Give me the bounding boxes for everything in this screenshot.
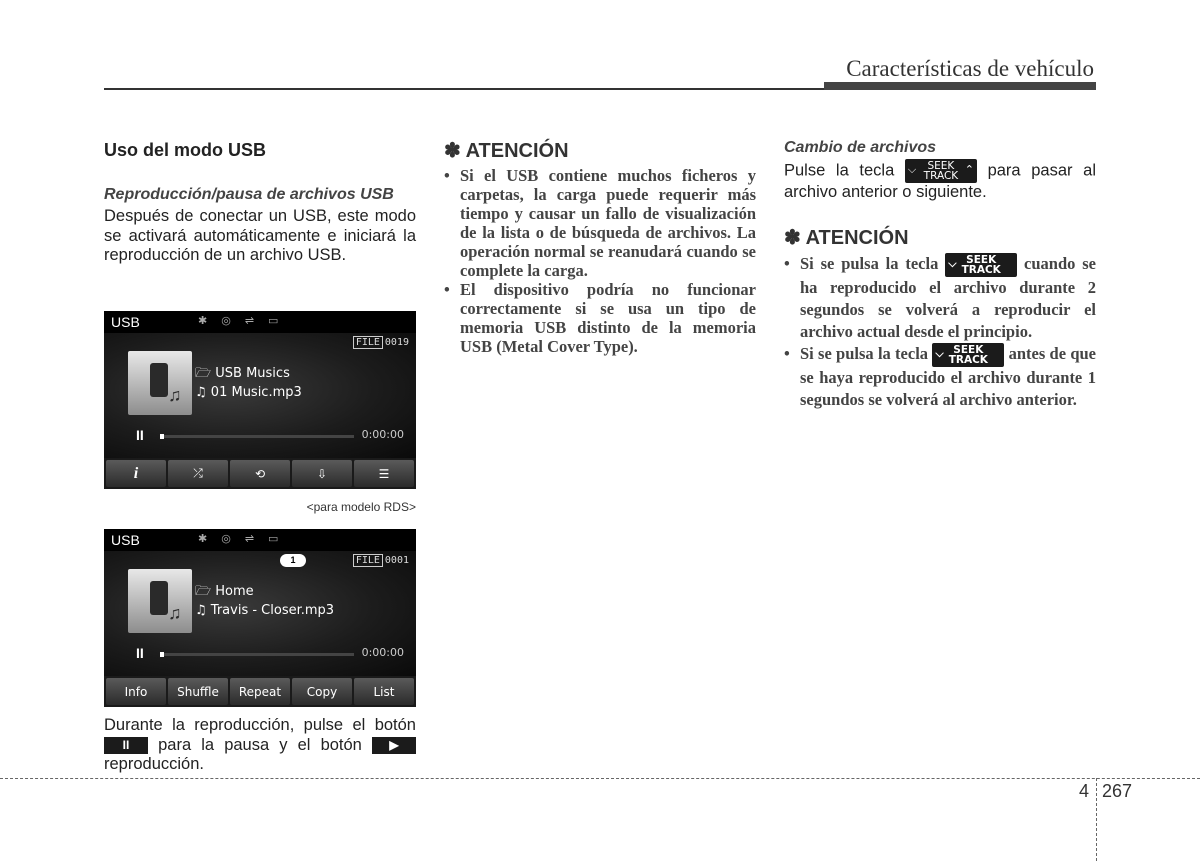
usb-screen-standard (104, 529, 416, 707)
pause-icon[interactable]: II (136, 427, 144, 443)
attention-list (784, 253, 1096, 411)
attention-item: • Si el USB contiene muchos ficheros y carpetas, la carga puede requerir más tiempo y causar un fallo de visualización de la lista o de búsqueda de archivos. La operación normal se reanudará cuando se complete la carga. (444, 166, 756, 280)
chapter-number: 4 (1079, 781, 1090, 801)
folder-icon: 🗁 (195, 584, 212, 599)
seek-track-icon: ⌵ SEEK TRACK ⌃ (905, 159, 977, 183)
footer-divider (0, 778, 1200, 779)
usb-icon: ⇌ (244, 533, 255, 545)
bluetooth-icon: ✱ (198, 533, 208, 545)
usb-screen-rds (104, 311, 416, 489)
pause-icon[interactable]: II (136, 645, 144, 661)
info-button[interactable]: Info (106, 678, 166, 705)
file-counter: FILE 0019 (353, 337, 409, 348)
mode-label: USB (111, 314, 140, 330)
shuffle-button[interactable]: ⤮ (168, 460, 228, 487)
disc-icon: ◎ (221, 533, 231, 545)
play-button-icon: ▶ (372, 737, 416, 754)
disc-icon: ◎ (221, 315, 231, 327)
folder-name: 🗁 USB Musics (195, 366, 290, 381)
info-button[interactable]: i (106, 460, 166, 487)
music-note-icon: ♫ (195, 385, 207, 400)
mode-label: USB (111, 532, 140, 548)
attention-title: ✽ ATENCIÓN (444, 140, 569, 162)
progress-bar[interactable] (160, 435, 354, 438)
file-change-paragraph: Pulse la tecla ⌵ SEEK TRACK ⌃ para pasar al archivo anterior o siguiente. (784, 160, 1097, 201)
attention-item: • Si se pulsa la tecla ⌵ SEEK TRACK antes de que se haya reproducido el archivo durante 1 segundos se volverá al archivo anterior. (784, 343, 1096, 411)
now-playing-area (104, 551, 416, 676)
attention-item: • El dispositivo podría no funcionar correctamente si se usa un tipo de memoria USB distinto de la memoria USB (Metal Cover Type). (444, 280, 756, 356)
shuffle-button[interactable]: Shuffle (168, 678, 228, 705)
music-note-icon: ♫ (168, 385, 182, 405)
file-counter: FILE 0001 (353, 555, 409, 566)
status-icons (198, 314, 278, 327)
usb-stick-icon (150, 363, 168, 397)
now-playing-area (104, 333, 416, 458)
control-bar (104, 676, 416, 707)
column-file-change (784, 138, 1096, 411)
pause-button-icon: II (104, 737, 148, 754)
page-header-title: Características de vehículo (846, 56, 1094, 81)
usb-album-art (128, 569, 192, 633)
battery-icon: ▭ (268, 315, 279, 327)
column-usb-mode (104, 138, 416, 266)
repeat-one-badge: 1 (280, 554, 306, 567)
folder-icon: 🗁 (195, 366, 212, 381)
control-bar (104, 458, 416, 489)
progress-bar[interactable] (160, 653, 354, 656)
subsection-heading: Cambio de archivos (784, 139, 937, 156)
track-name: ♫ 01 Music.mp3 (195, 385, 302, 400)
copy-button[interactable]: Copy (292, 678, 352, 705)
list-button[interactable]: List (354, 678, 414, 705)
usb-album-art (128, 351, 192, 415)
attention-list (444, 166, 756, 356)
footer-vertical-divider (1096, 778, 1097, 861)
usb-icon: ⇌ (244, 315, 255, 327)
list-button[interactable]: ☰ (354, 460, 414, 487)
usb-stick-icon (150, 581, 168, 615)
battery-icon: ▭ (268, 533, 279, 545)
playback-instructions: Durante la reproducción, pulse el botón II para la pausa y el botón ▶ reproducción. (104, 716, 416, 773)
attention-title: ✽ ATENCIÓN (784, 226, 909, 249)
track-name: ♫ Travis - Closer.mp3 (195, 603, 335, 618)
folder-name: 🗁 Home (195, 584, 254, 599)
repeat-button[interactable]: ⟲ (230, 460, 290, 487)
status-icons (198, 532, 278, 545)
intro-paragraph: Después de conectar un USB, este modo se activará automáticamente e iniciará la reproducción de un archivo USB. (104, 207, 416, 264)
playback-time: 0:00:00 (361, 646, 404, 659)
music-note-icon: ♫ (195, 603, 207, 618)
bluetooth-icon: ✱ (198, 315, 208, 327)
screen-caption: <para modelo RDS> (306, 500, 416, 514)
seek-track-icon: ⌵ SEEK TRACK (945, 253, 1017, 277)
copy-button[interactable]: ⇩ (292, 460, 352, 487)
playback-time: 0:00:00 (361, 428, 404, 441)
section-heading: Uso del modo USB (104, 140, 267, 160)
page-number: 267 (1102, 781, 1133, 801)
header-accent-bar (824, 82, 1096, 90)
playback-row (104, 645, 416, 665)
repeat-button[interactable]: Repeat (230, 678, 290, 705)
subsection-heading: Reproducción/pausa de archivos USB (104, 186, 394, 203)
column-attention (444, 138, 756, 356)
attention-item: • Si se pulsa la tecla ⌵ SEEK TRACK cuando se ha reproducido el archivo durante 2 segundos se volverá a reproducir el archivo actual desde el principio. (784, 253, 1096, 343)
music-note-icon: ♫ (168, 603, 182, 623)
playback-row (104, 427, 416, 447)
seek-track-icon: ⌵ SEEK TRACK (932, 343, 1004, 367)
